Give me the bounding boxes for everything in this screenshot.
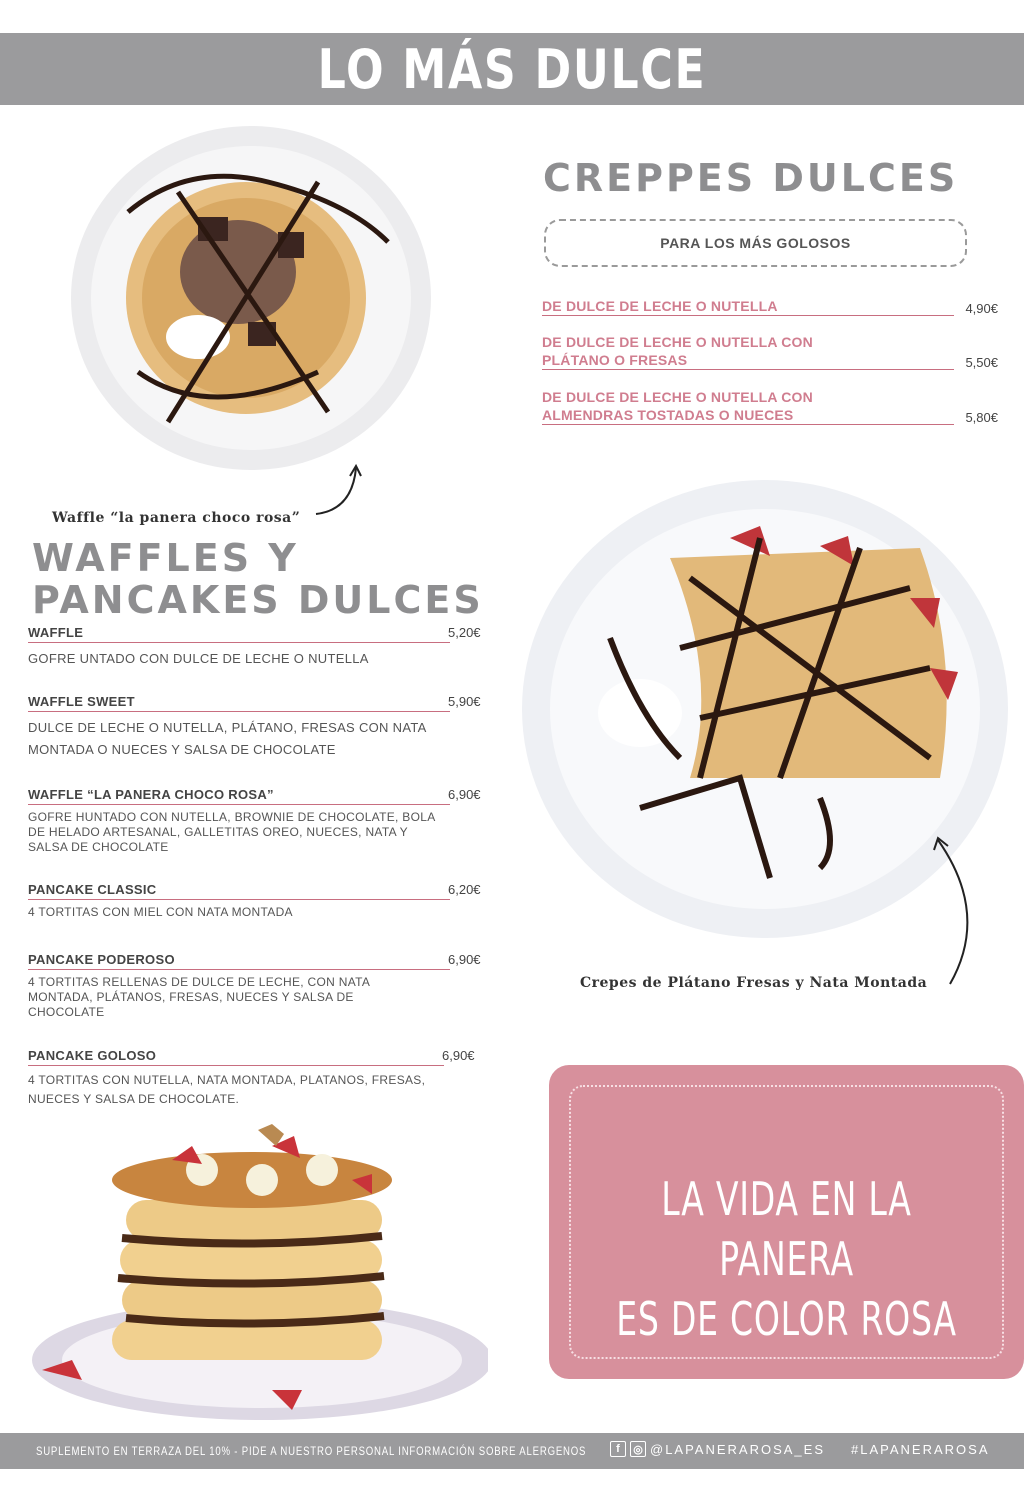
footer-notice: SUPLEMENTO EN TERRAZA DEL 10% - PIDE A NUESTRO PERSONAL INFORMACIÓN SOBRE ALERGENOS bbox=[36, 1444, 587, 1458]
crepe-item bbox=[542, 333, 1002, 369]
menu-item-name: PANCAKE PODEROSO bbox=[28, 952, 175, 967]
facebook-icon[interactable]: f bbox=[610, 1441, 626, 1457]
crepe-item-name: DE DULCE DE LECHE O NUTELLA bbox=[542, 298, 778, 314]
waffles-heading-line2: PANCAKES DULCES bbox=[32, 578, 484, 622]
crepe-item-divider bbox=[542, 315, 954, 316]
menu-item bbox=[28, 882, 498, 920]
waffle-photo bbox=[68, 122, 434, 474]
promo-box bbox=[549, 1065, 1024, 1379]
menu-item-description: DULCE DE LECHE O NUTELLA, PLÁTANO, FRESAS CON NATA MONTADA O NUECES Y SALSA DE CHOCOLATE bbox=[28, 720, 426, 757]
menu-item-description: GOFRE HUNTADO CON NUTELLA, BROWNIE DE CHOCOLATE, BOLA DE HELADO ARTESANAL, GALLETITAS OREO, NUECES, NATA Y SALSA DE CHOCOLATE bbox=[28, 810, 435, 854]
promo-slogan bbox=[616, 1169, 958, 1349]
menu-item-price: 6,90€ bbox=[448, 952, 481, 967]
menu-item-divider bbox=[28, 711, 450, 712]
crepe-item-divider bbox=[542, 369, 954, 370]
crepe-caption: Crepes de Plátano Fresas y Nata Montada bbox=[580, 975, 928, 991]
crepe-item-name: DE DULCE DE LECHE O NUTELLA CON PLÁTANO O FRESAS bbox=[542, 334, 813, 368]
menu-item-description: 4 TORTITAS RELLENAS DE DULCE DE LECHE, CON NATA MONTADA, PLÁTANOS, FRESAS, NUECES Y SALSA DE CHOCOLATE bbox=[28, 975, 370, 1019]
promo-line2: ES DE COLOR ROSA bbox=[616, 1292, 957, 1346]
menu-item-name: WAFFLE bbox=[28, 625, 84, 640]
crepe-item-price: 5,50€ bbox=[965, 355, 998, 370]
menu-item-description: 4 TORTITAS CON MIEL CON NATA MONTADA bbox=[28, 905, 293, 919]
menu-item-description: GOFRE UNTADO CON DULCE DE LECHE O NUTELLA bbox=[28, 651, 369, 666]
menu-item-divider bbox=[28, 1065, 444, 1066]
menu-item-price: 6,20€ bbox=[448, 882, 481, 897]
crepe-item-name: DE DULCE DE LECHE O NUTELLA CON ALMENDRAS TOSTADAS O NUECES bbox=[542, 389, 813, 423]
menu-item bbox=[28, 1048, 498, 1109]
menu-item-name: WAFFLE “LA PANERA CHOCO ROSA” bbox=[28, 787, 274, 802]
crepe-item-divider bbox=[542, 424, 954, 425]
social-hashtag[interactable]: #LAPANERAROSA bbox=[851, 1441, 990, 1457]
menu-item-divider bbox=[28, 642, 450, 643]
crepe-item-price: 5,80€ bbox=[965, 410, 998, 425]
crepe-item bbox=[542, 388, 1002, 424]
crepe-item-price: 4,90€ bbox=[965, 301, 998, 316]
crepes-heading: CREPPES DULCES bbox=[543, 156, 959, 200]
promo-line1: LA VIDA EN LA PANERA bbox=[661, 1172, 912, 1286]
crepe-item bbox=[542, 297, 1002, 315]
waffle-caption: Waffle “la panera choco rosa” bbox=[52, 510, 301, 526]
menu-item bbox=[28, 787, 498, 855]
social-handle[interactable]: @LAPANERAROSA_ES bbox=[650, 1441, 826, 1457]
menu-item-price: 5,20€ bbox=[448, 625, 481, 640]
page-title: LO MÁS DULCE bbox=[317, 37, 707, 101]
header-bar bbox=[0, 33, 1024, 105]
menu-item bbox=[28, 694, 498, 761]
arrow-waffle-icon bbox=[312, 462, 362, 520]
menu-item-price: 6,90€ bbox=[448, 787, 481, 802]
footer-social bbox=[610, 1441, 989, 1457]
menu-item-price: 6,90€ bbox=[442, 1048, 475, 1063]
menu-item bbox=[28, 952, 498, 1020]
menu-item bbox=[28, 625, 498, 670]
arrow-crepe-icon bbox=[930, 834, 980, 990]
footer-bar bbox=[0, 1433, 1024, 1469]
menu-item-description: 4 TORTITAS CON NUTELLA, NATA MONTADA, PLATANOS, FRESAS, NUECES Y SALSA DE CHOCOLATE. bbox=[28, 1073, 426, 1106]
pancake-photo bbox=[22, 1120, 488, 1420]
menu-item-price: 5,90€ bbox=[448, 694, 481, 709]
menu-item-divider bbox=[28, 899, 450, 900]
crepes-subtitle: PARA LOS MÁS GOLOSOS bbox=[544, 219, 967, 267]
menu-item-name: PANCAKE CLASSIC bbox=[28, 882, 157, 897]
menu-item-name: WAFFLE SWEET bbox=[28, 694, 135, 709]
menu-item-divider bbox=[28, 804, 450, 805]
waffles-heading-line1: WAFFLES Y bbox=[32, 536, 299, 580]
menu-item-divider bbox=[28, 969, 450, 970]
instagram-icon[interactable]: ◎ bbox=[630, 1441, 646, 1457]
menu-item-name: PANCAKE GOLOSO bbox=[28, 1048, 157, 1063]
